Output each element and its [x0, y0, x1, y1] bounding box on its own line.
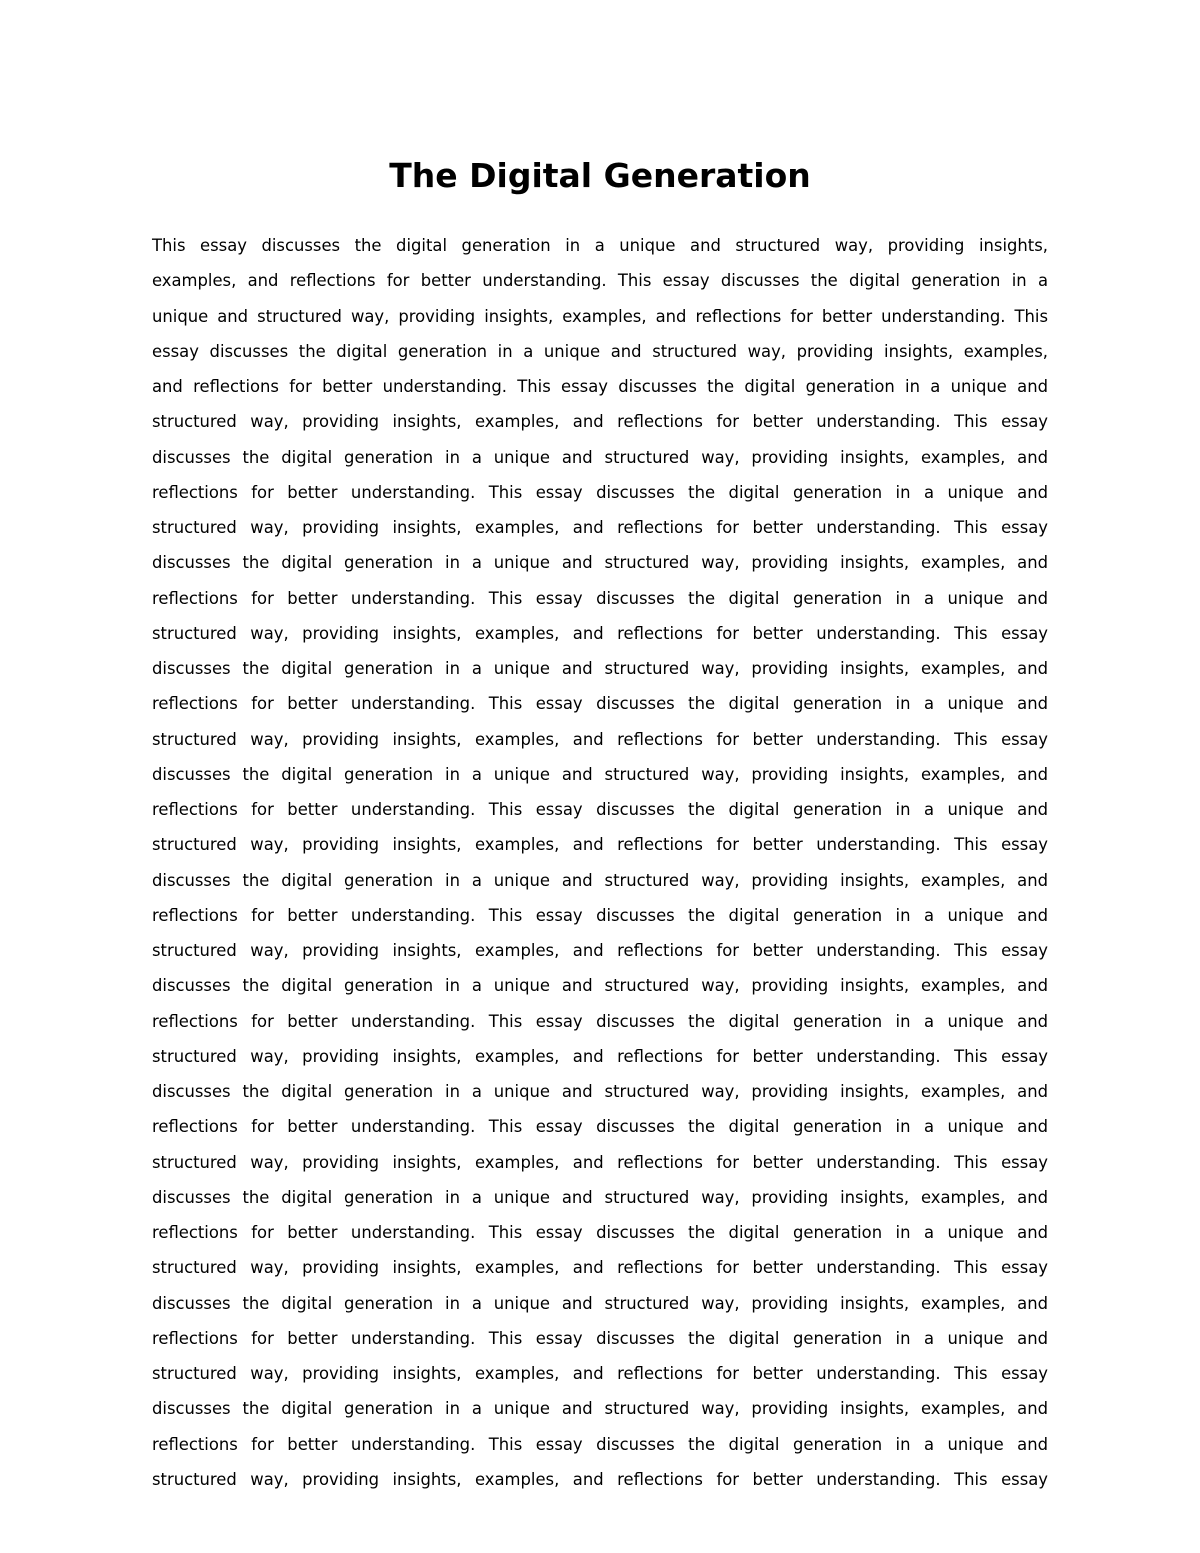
- essay-line: structured way, providing insights, examples, and reflections for better understanding. This essay: [152, 835, 1048, 855]
- essay-line: and reflections for better understanding. This essay discusses the digital generation in a unique and: [152, 377, 1048, 396]
- essay-line: structured way, providing insights, examples, and reflections for better understanding. This essay: [152, 1152, 1048, 1172]
- essay-line: discusses the digital generation in a unique and structured way, providing insights, examples, and: [152, 764, 1048, 784]
- essay-line: discusses the digital generation in a unique and structured way, providing insights, examples, and: [152, 870, 1048, 890]
- essay-line: discusses the digital generation in a unique and structured way, providing insights, examples, and: [152, 1187, 1048, 1207]
- essay-line: reflections for better understanding. This essay discusses the digital generation in a unique and: [152, 1223, 1048, 1242]
- essay-line: discusses the digital generation in a unique and structured way, providing insights, examples, and: [152, 447, 1048, 467]
- essay-line: reflections for better understanding. This essay discusses the digital generation in a unique and: [152, 694, 1048, 714]
- essay-line: discusses the digital generation in a unique and structured way, providing insights, examples, and: [152, 1293, 1048, 1313]
- essay-line: reflections for better understanding. This essay discusses the digital generation in a unique and: [152, 588, 1048, 608]
- essay-line: discusses the digital generation in a unique and structured way, providing insights, examples, and: [152, 659, 1048, 678]
- essay-line: reflections for better understanding. This essay discusses the digital generation in a unique and: [152, 905, 1048, 925]
- essay-line: discusses the digital generation in a unique and structured way, providing insights, examples, and: [152, 1082, 1048, 1101]
- essay-line: unique and structured way, providing insights, examples, and reflections for better understanding. This: [152, 306, 1048, 326]
- essay-line: reflections for better understanding. This essay discusses the digital generation in a unique and: [152, 482, 1048, 502]
- essay-line: reflections for better understanding. This essay discusses the digital generation in a unique and: [152, 1011, 1048, 1031]
- essay-line: structured way, providing insights, examples, and reflections for better understanding. This essay: [152, 1469, 1048, 1489]
- essay-line: discusses the digital generation in a unique and structured way, providing insights, examples, and: [152, 976, 1048, 996]
- essay-line: structured way, providing insights, examples, and reflections for better understanding. This essay: [152, 1046, 1048, 1066]
- page-title: The Digital Generation: [389, 156, 811, 195]
- essay-line: reflections for better understanding. This essay discusses the digital generation in a unique and: [152, 1328, 1048, 1348]
- essay-line: structured way, providing insights, examples, and reflections for better understanding. This essay: [152, 729, 1048, 749]
- essay-line: reflections for better understanding. This essay discusses the digital generation in a unique and: [152, 800, 1048, 819]
- essay-line: This essay discusses the digital generation in a unique and structured way, providing insights,: [152, 236, 1048, 255]
- essay-line: discusses the digital generation in a unique and structured way, providing insights, examples, and: [152, 553, 1048, 573]
- essay-line: structured way, providing insights, examples, and reflections for better understanding. This essay: [152, 518, 1048, 537]
- essay-line: reflections for better understanding. This essay discusses the digital generation in a unique and: [152, 1117, 1048, 1137]
- essay-line: structured way, providing insights, examples, and reflections for better understanding. This essay: [152, 623, 1048, 643]
- essay-line: structured way, providing insights, examples, and reflections for better understanding. This essay: [152, 1258, 1048, 1278]
- essay-line: essay discusses the digital generation in a unique and structured way, providing insights, examples,: [152, 341, 1048, 361]
- essay-line: structured way, providing insights, examples, and reflections for better understanding. This essay: [152, 412, 1048, 432]
- essay-line: structured way, providing insights, examples, and reflections for better understanding. This essay: [152, 1364, 1048, 1383]
- essay-line: examples, and reflections for better understanding. This essay discusses the digital generation in a: [152, 271, 1048, 291]
- essay-line: discusses the digital generation in a unique and structured way, providing insights, examples, and: [152, 1399, 1048, 1419]
- essay-line: structured way, providing insights, examples, and reflections for better understanding. This essay: [152, 941, 1048, 960]
- essay-body: [152, 228, 1048, 1497]
- essay-line: reflections for better understanding. This essay discusses the digital generation in a unique and: [152, 1434, 1048, 1454]
